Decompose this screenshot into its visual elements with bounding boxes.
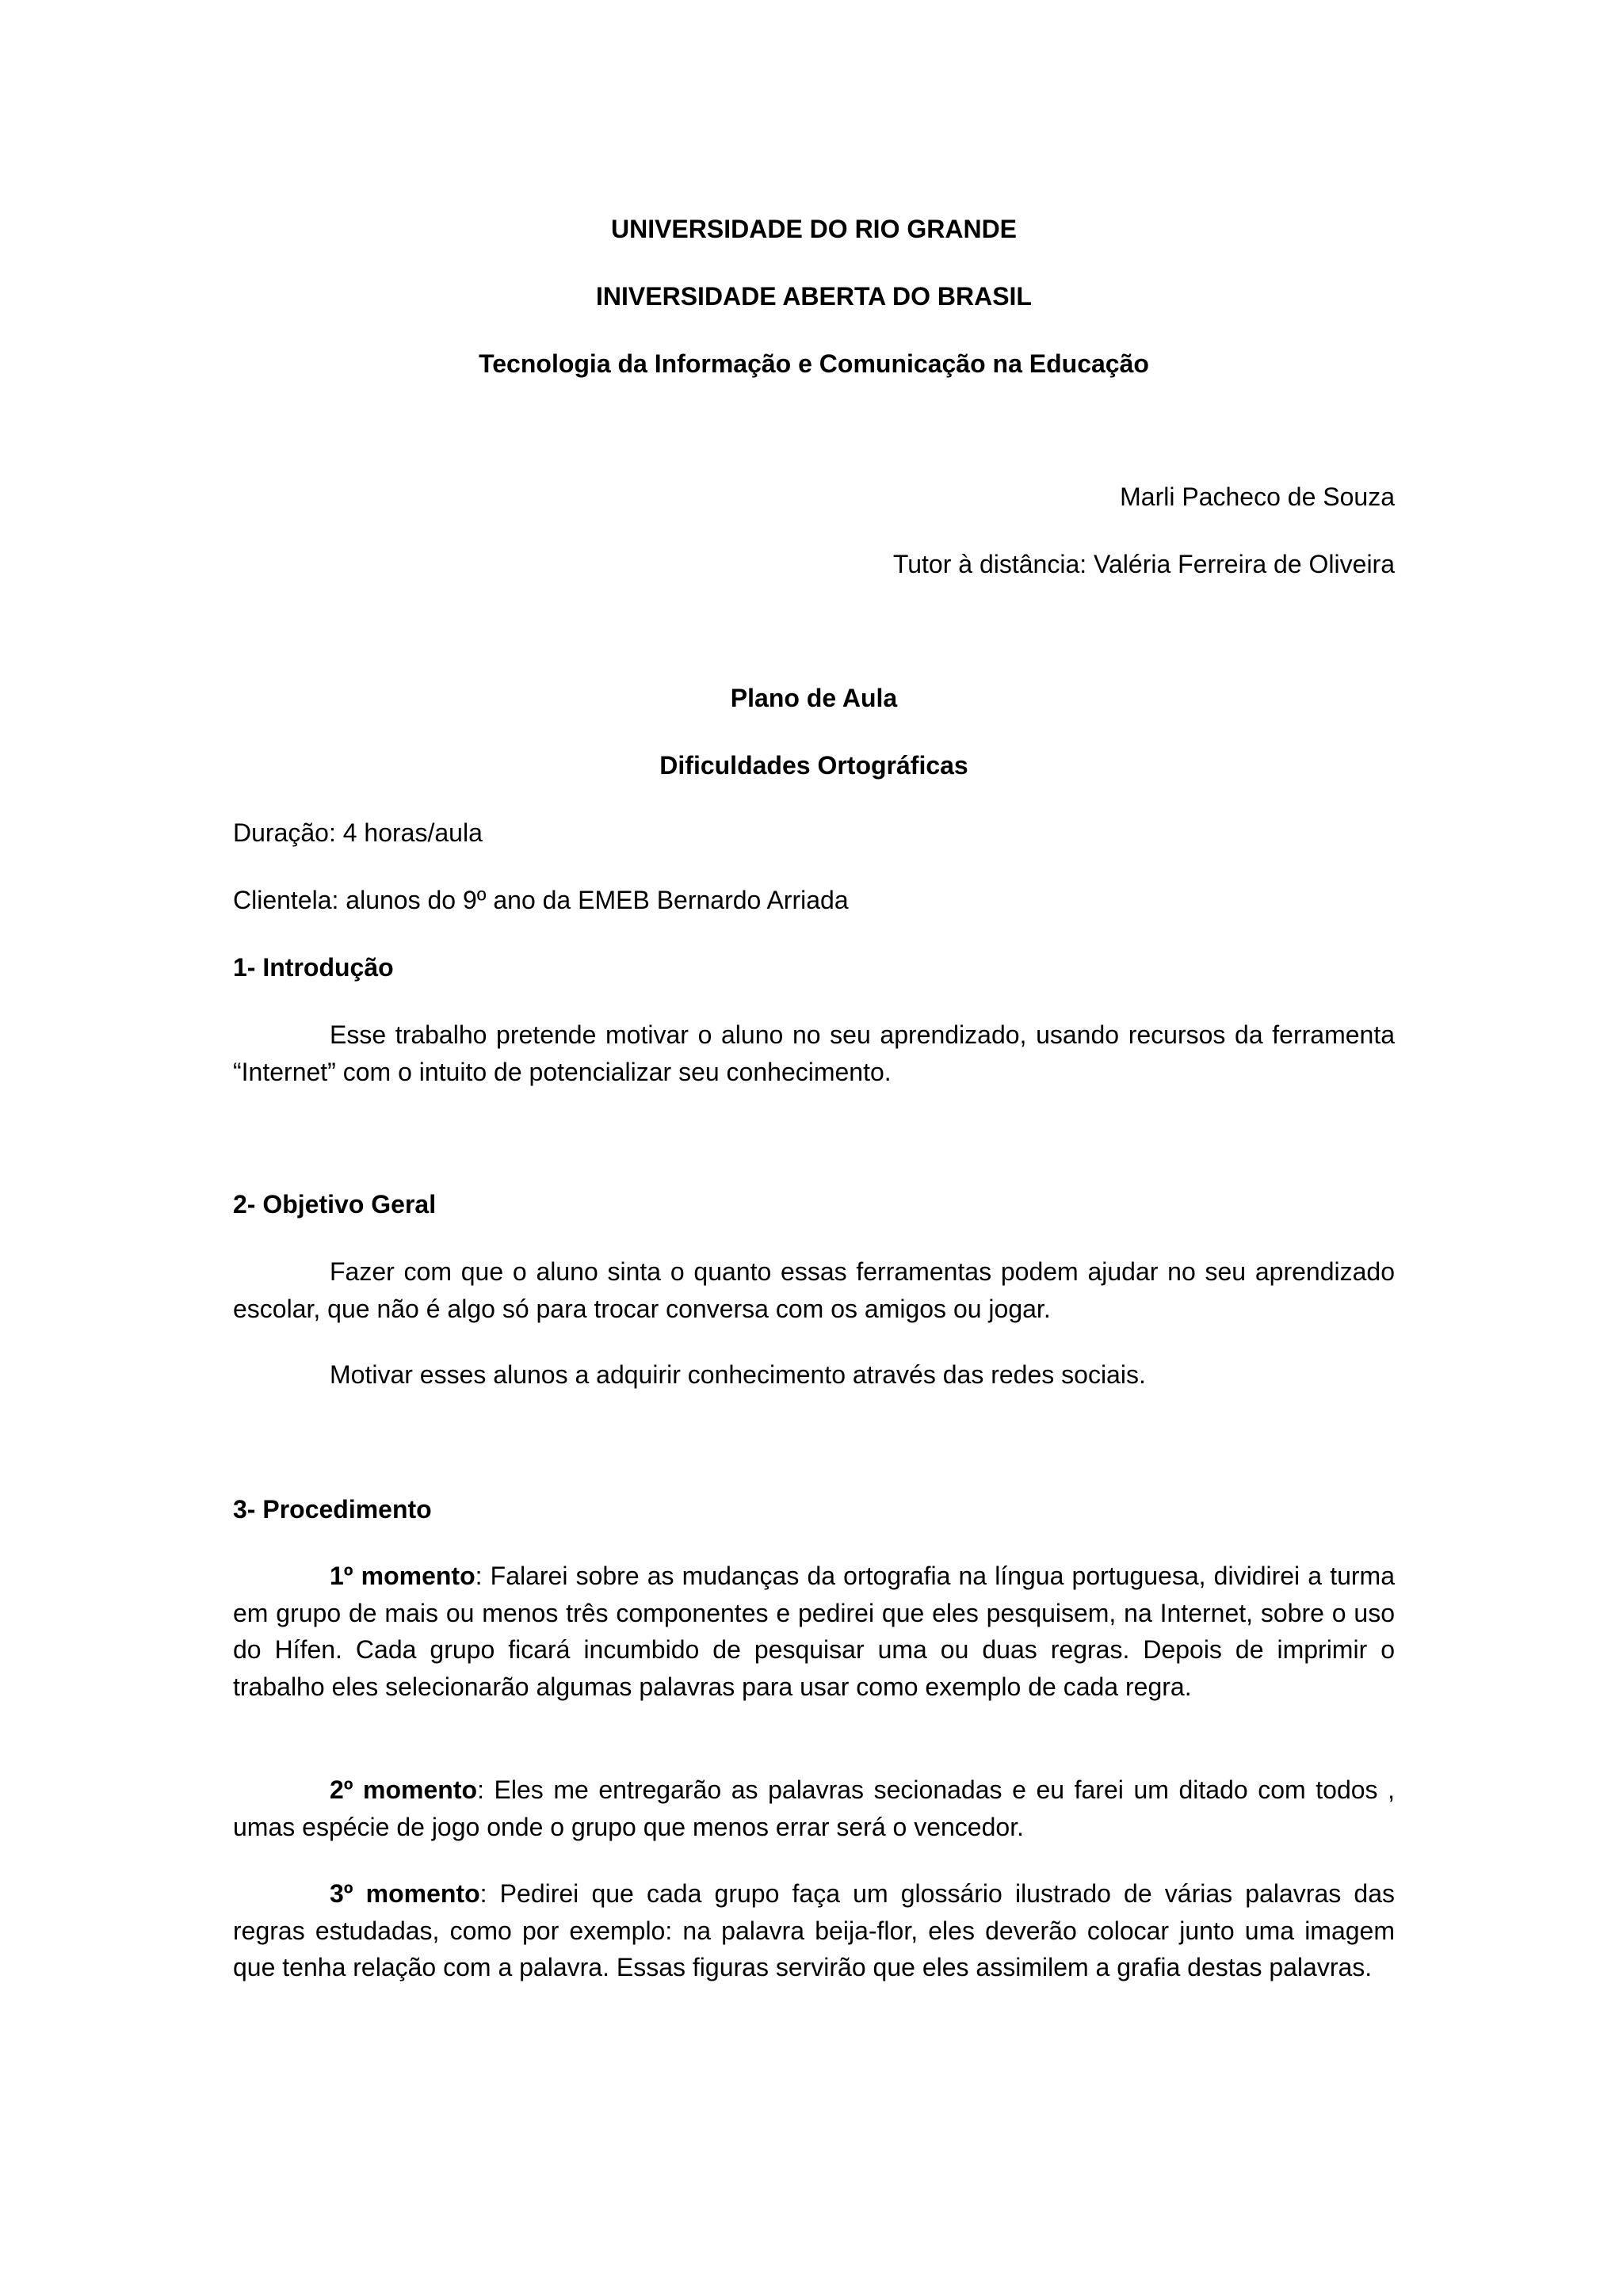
moment-1-paragraph	[233, 1558, 1395, 1705]
objective-paragraph-1: Fazer com que o aluno sinta o quanto essas ferramentas podem ajudar no seu aprendizado escolar, que não é algo só para trocar conversa com os amigos ou jogar.	[233, 1257, 1395, 1323]
moment-1-label: 1º momento	[330, 1562, 475, 1590]
author-name: Marli Pacheco de Souza	[1120, 482, 1395, 511]
moment-3-label: 3º momento	[330, 1879, 480, 1908]
objective-paragraph-2: Motivar esses alunos a adquirir conhecimento através das redes sociais.	[330, 1360, 1146, 1389]
moment-2-text: : Eles me entregarão as palavras secionadas e eu farei um ditado com todos , umas espécie de jogo onde o grupo que menos errar será o vencedor.	[233, 1775, 1396, 1841]
moment-2-label: 2º momento	[330, 1775, 478, 1804]
plan-title: Plano de Aula	[730, 684, 898, 712]
procedure-heading: 3- Procedimento	[233, 1495, 432, 1524]
moment-1-text: : Falarei sobre as mudanças da ortografia na língua portuguesa, dividirei a turma em grupo de mais ou menos três componentes e pedirei que eles pesquisem, na Internet, sobre o uso do Hífen. Cada grupo ficará incumbido de pesquisar uma ou duas regras. Depois de imprimir o trabalho eles selecionarão algumas palavras para usar como exemplo de cada regra.	[233, 1562, 1396, 1701]
university-title: UNIVERSIDADE DO RIO GRANDE	[610, 215, 1018, 243]
moment-2-paragraph	[233, 1772, 1395, 1845]
intro-paragraph: Esse trabalho pretende motivar o aluno no seu aprendizado, usando recursos da ferramenta “Internet” com o intuito de potencializar seu conhecimento.	[233, 1020, 1395, 1086]
course-title: Tecnologia da Informação e Comunicação na Educação	[479, 349, 1149, 378]
open-university-title: INIVERSIDADE ABERTA DO BRASIL	[596, 282, 1032, 311]
moment-3-paragraph	[233, 1875, 1395, 1986]
moment-3-text: : Pedirei que cada grupo faça um glossário ilustrado de várias palavras das regras estudadas, como por exemplo: na palavra beija-flor, eles deverão colocar junto uma imagem que tenha relação com a palavra. Essas figuras servirão que eles assimilem a grafia destas palavras.	[233, 1879, 1396, 1981]
audience-line: Clientela: alunos do 9º ano da EMEB Bernardo Arriada	[233, 886, 849, 914]
objective-heading: 2- Objetivo Geral	[233, 1190, 437, 1219]
intro-heading: 1- Introdução	[233, 953, 394, 982]
duration-line: Duração: 4 horas/aula	[233, 818, 483, 847]
plan-subject: Dificuldades Ortográficas	[659, 751, 968, 780]
tutor-line: Tutor à distância: Valéria Ferreira de Oliveira	[892, 550, 1395, 578]
